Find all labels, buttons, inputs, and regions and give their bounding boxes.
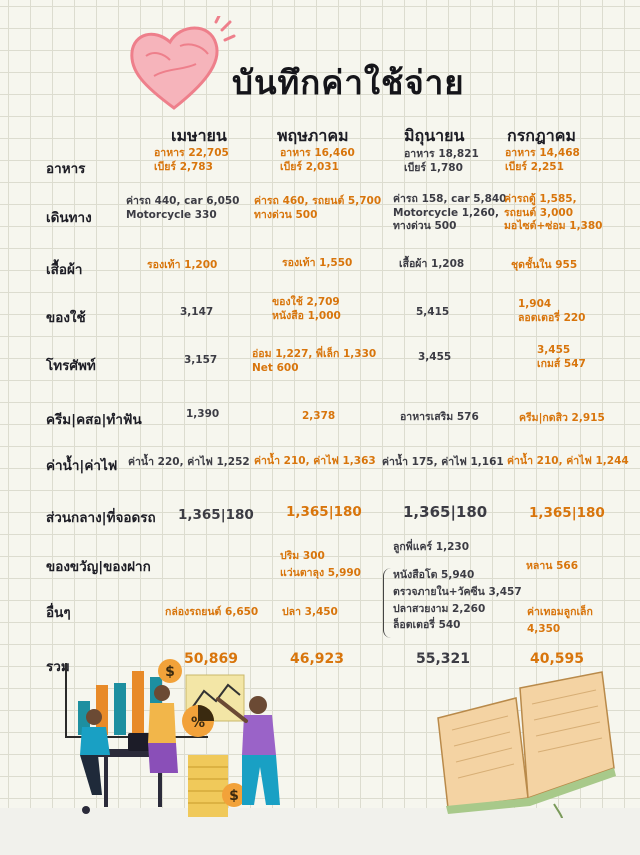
apr-total: 50,869 [184, 651, 239, 667]
category-supplies: ของใช้ [46, 310, 86, 326]
apr-common-fee-entry: 1,365|180 [178, 507, 254, 523]
may-gifts-entry: ปริม 300 แว่นตาลุง 5,990 [280, 550, 361, 579]
open-book-icon [432, 668, 620, 818]
apr-travel-entry: ค่ารถ 440, car 6,050 Motorcycle 330 [126, 195, 240, 221]
jul-phone-entry: 3,455 เกมส์ 547 [537, 344, 586, 370]
jun-clothes-entry: เสื้อผ้า 1,208 [399, 258, 465, 270]
jul-supplies-entry: 1,904 ลอตเตอรี่ 220 [518, 298, 586, 324]
jun-common-fee-entry: 1,365|180 [403, 503, 488, 521]
may-food-entry: อาหาร 16,460 เบียร์ 2,031 [280, 147, 355, 173]
month-header-april: เมษายน [171, 126, 227, 145]
apr-supplies-entry: 3,147 [180, 306, 214, 318]
month-header-july: กรกฎาคม [507, 126, 576, 145]
apr-food-entry: อาหาร 22,705 เบียร์ 2,783 [154, 147, 229, 173]
may-travel-entry: ค่ารถ 460, รถยนต์ 5,700 ทางด่วน 500 [254, 195, 382, 221]
may-supplies-entry: ของใช้ 2,709 หนังสือ 1,000 [272, 296, 341, 322]
category-gifts: ของขวัญ|ของฝาก [46, 559, 151, 575]
apr-utilities-entry: ค่าน้ำ 220, ค่าไฟ 1,252 [128, 456, 250, 468]
may-cosmetics-entry: 2,378 [302, 410, 336, 422]
heart-doodle-icon [124, 16, 236, 116]
page-title: บันทึกค่าใช้จ่าย [232, 63, 465, 102]
category-common-fee: ส่วนกลาง|ที่จอดรถ [46, 510, 156, 526]
others-bracket [383, 568, 392, 638]
finance-team-illustration [58, 655, 290, 823]
jul-gifts-entry: หลาน 566 [526, 560, 579, 572]
may-others-entry: ปลา 3,450 [282, 606, 338, 618]
may-phone-entry: อ่อม 1,227, พี่เล็ก 1,330 Net 600 [252, 348, 377, 374]
month-header-june: มิถุนายน [404, 126, 465, 145]
jun-others-entry: หนังสือโต 5,940 ตรวจภายใน+วัคซีน 3,457 ปลาสวยงาม 2,260 ล็อตเตอรี่ 540 [393, 569, 522, 632]
jul-total: 40,595 [530, 651, 585, 667]
apr-phone-entry: 3,157 [184, 354, 218, 366]
jul-food-entry: อาหาร 14,468 เบียร์ 2,251 [505, 147, 580, 173]
category-others: อื่นๆ [46, 605, 71, 621]
jul-utilities-entry: ค่าน้ำ 210, ค่าไฟ 1,244 [507, 455, 629, 467]
jul-clothes-entry: ชุดชั้นใน 955 [511, 259, 578, 271]
month-header-may: พฤษภาคม [277, 126, 349, 145]
apr-cosmetics-entry: 1,390 [186, 408, 220, 420]
apr-others-entry: กล่องรถยนต์ 6,650 [165, 606, 259, 618]
category-phone: โทรศัพท์ [46, 358, 96, 374]
jun-phone-entry: 3,455 [418, 351, 452, 363]
jul-others-entry: ค่าเทอมลูกเล็ก 4,350 [527, 606, 593, 635]
jun-supplies-entry: 5,415 [416, 306, 450, 318]
jun-total: 55,321 [416, 651, 471, 667]
category-food: อาหาร [46, 161, 86, 177]
jun-travel-entry: ค่ารถ 158, car 5,840 Motorcycle 1,260, ทางด่วน 500 [393, 193, 507, 233]
dollar-coin-symbol: $ [229, 788, 239, 804]
category-utilities: ค่าน้ำ|ค่าไฟ [46, 458, 118, 474]
dollar-symbol: $ [165, 664, 175, 680]
category-total: รวม [46, 659, 70, 675]
jun-gifts-entry: ลูกพี่แคร์ 1,230 [393, 541, 470, 553]
percent-symbol: % [190, 715, 206, 731]
may-utilities-entry: ค่าน้ำ 210, ค่าไฟ 1,363 [254, 455, 376, 467]
jun-cosmetics-entry: อาหารเสริม 576 [400, 411, 479, 423]
jul-common-fee-entry: 1,365|180 [529, 505, 605, 521]
category-cosmetics: ครีม|คสอ|ทำฟัน [46, 412, 142, 428]
may-total: 46,923 [290, 651, 345, 667]
jul-travel-entry: ค่ารถตู้ 1,585, รถยนต์ 3,000 มอไซต์+ซ่อม 1,380 [504, 193, 603, 233]
category-clothes: เสื้อผ้า [46, 262, 83, 278]
category-travel: เดินทาง [46, 210, 92, 226]
apr-clothes-entry: รองเท้า 1,200 [147, 259, 218, 271]
may-common-fee-entry: 1,365|180 [286, 504, 362, 520]
jun-utilities-entry: ค่าน้ำ 175, ค่าไฟ 1,161 [382, 456, 504, 468]
jun-food-entry: อาหาร 18,821 เบียร์ 1,780 [404, 148, 479, 174]
may-clothes-entry: รองเท้า 1,550 [282, 257, 353, 269]
jul-cosmetics-entry: ครีม|กดสิว 2,915 [519, 412, 605, 424]
